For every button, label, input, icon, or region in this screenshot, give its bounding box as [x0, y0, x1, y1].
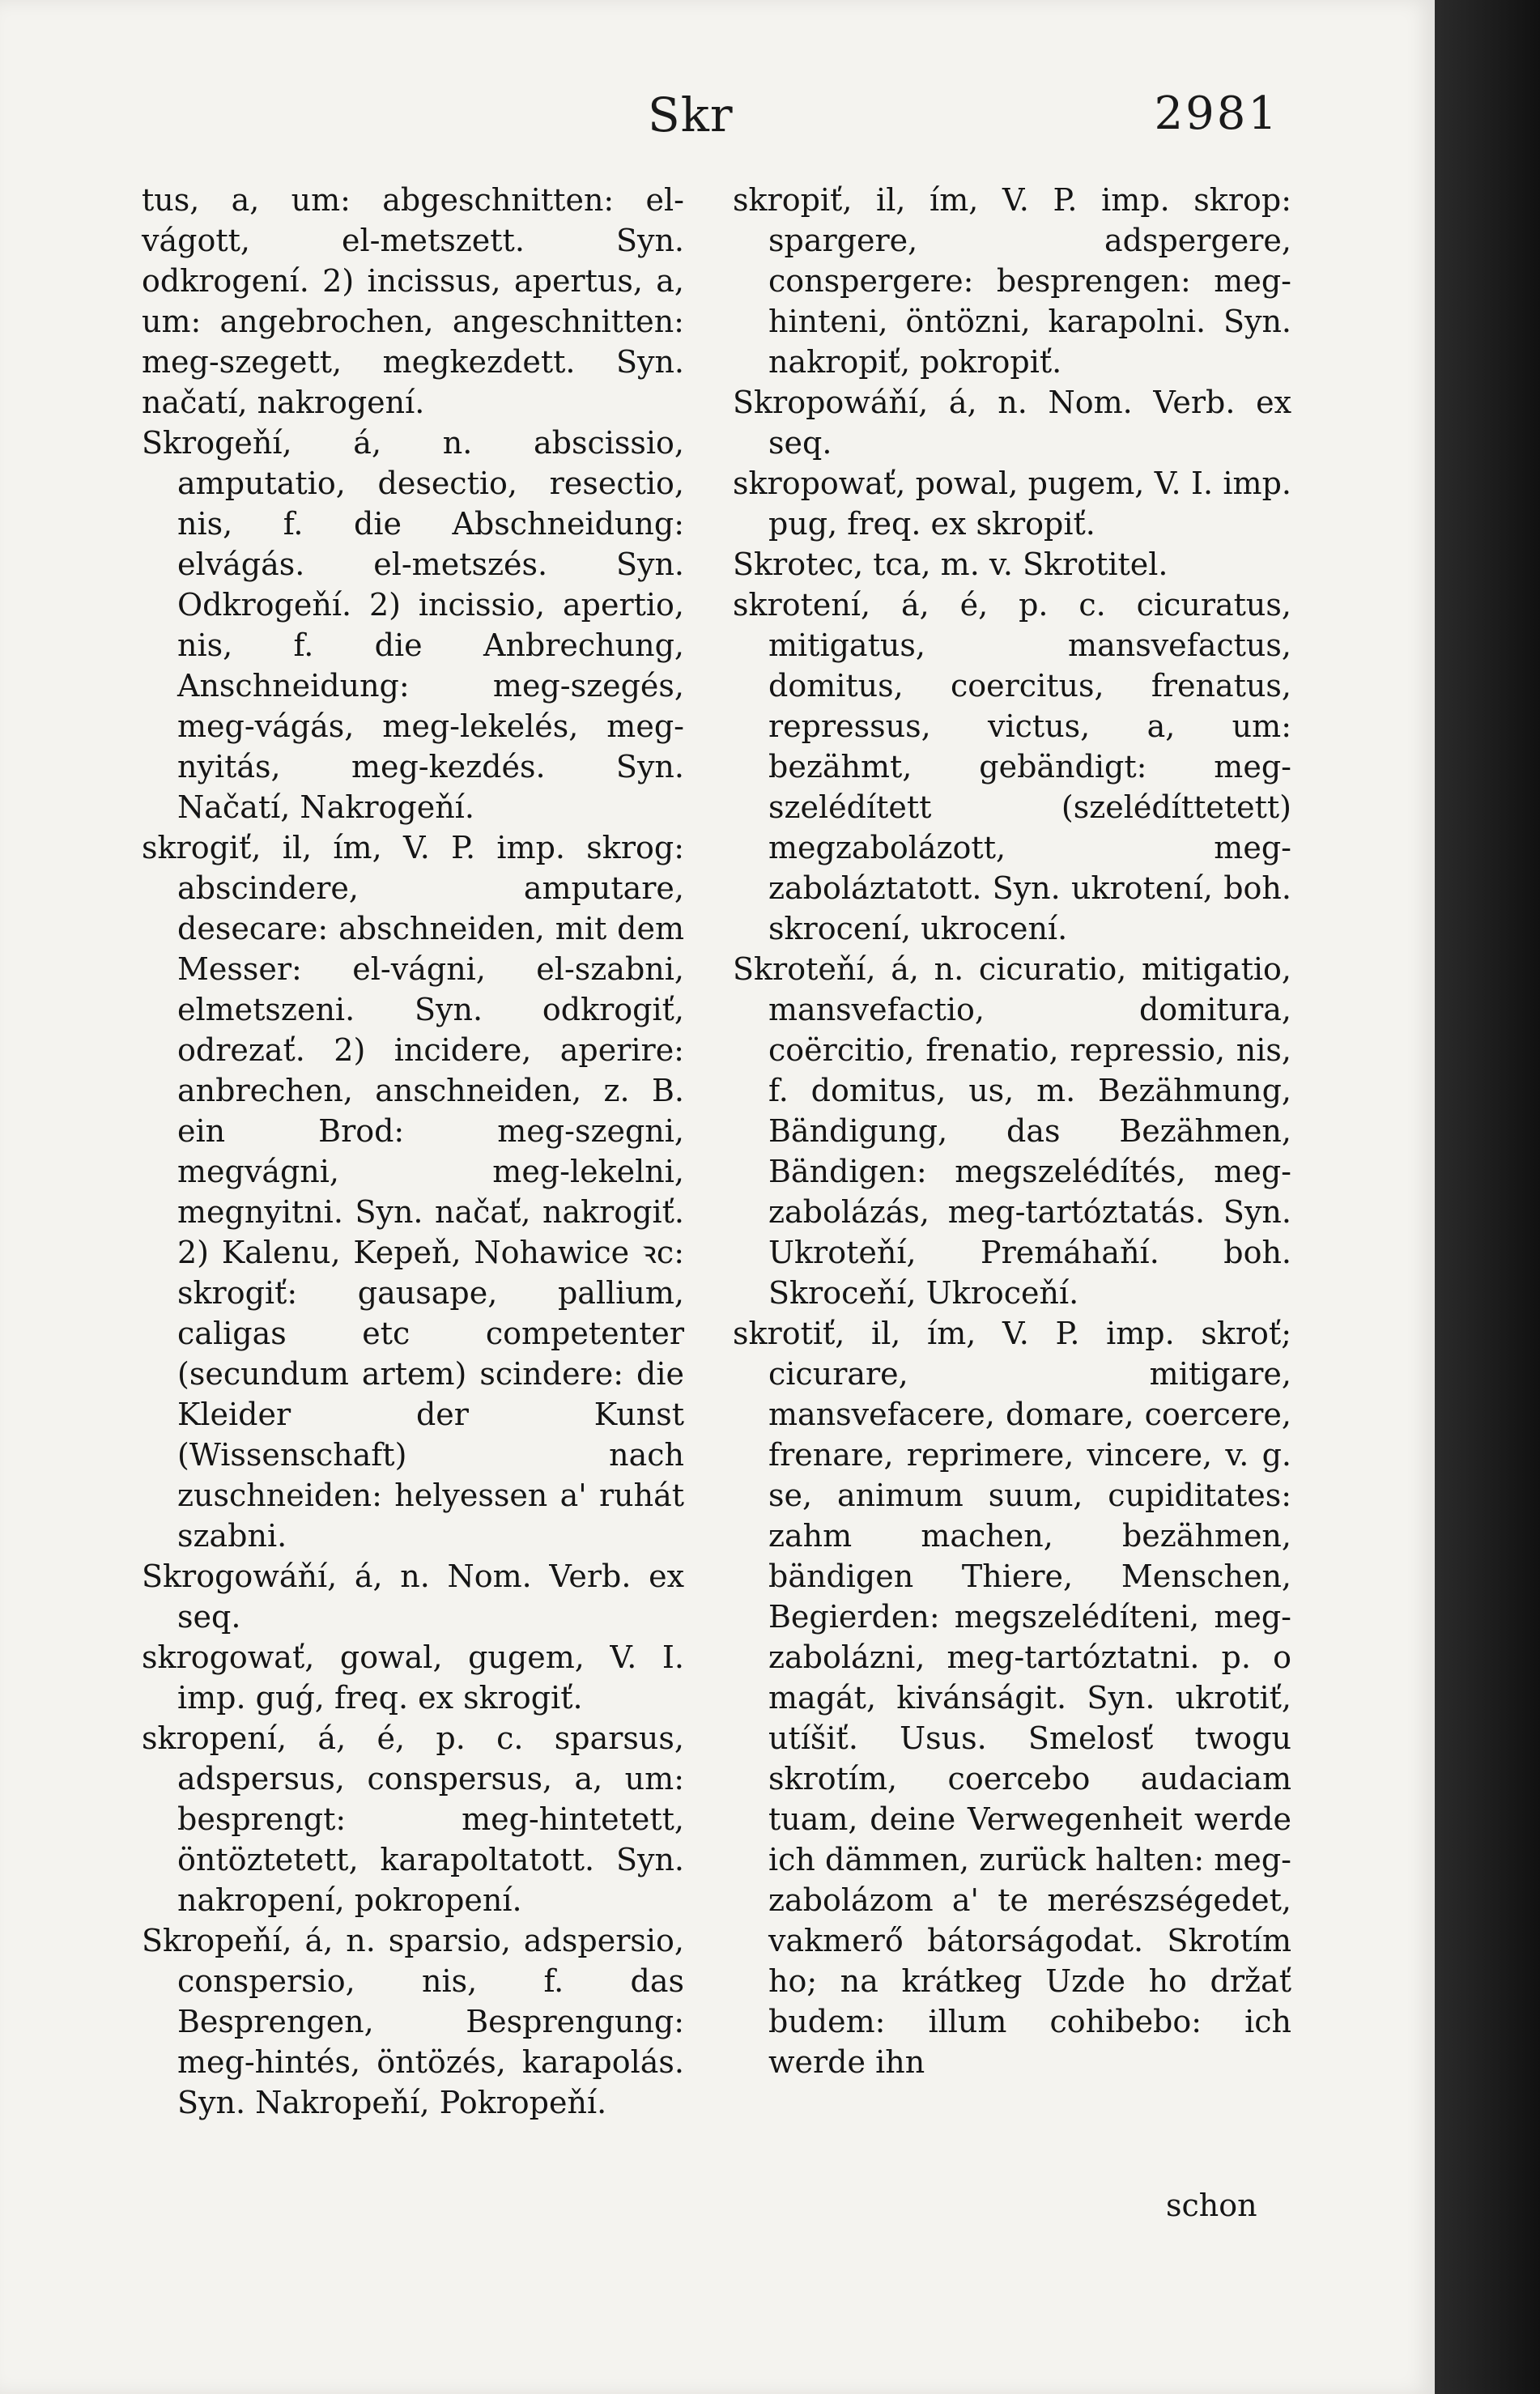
entry-skrogit: skrogiť, il, ím, V. P. imp. skrog: abscindere, amputare, desecare: abschneiden, mit dem Messer: el-vágni, el-szabni, elmetszeni. Syn. odkrogiť, odrezať. 2) incidere, aperire: anbrechen, anschneiden, z. B. ein Brod: meg-szegni, megvágni, meg-lekelni, megnyitni. Syn. načať, nakrogiť. 2) Kalenu, Kepeň, Nohawice ꝛc: skrogiť: gausape, pallium, caligas etc competenter (secundum artem) scindere: die Kleider der Kunst (Wissenschaft) nach zuschneiden: helyessen a' ruhát szabni.	[142, 830, 684, 1554]
catchword: schon	[1166, 2188, 1257, 2223]
entry-skrogowani: Skrogowáňí, á, n. Nom. Verb. ex seq.	[142, 1558, 684, 1635]
entry-skrotit: skrotiť, il, ím, V. P. imp. skroť; cicurare, mitigare, mansvefacere, domare, coercere, frenare, reprimere, vincere, v. g. se, animum suum, cupiditates: zahm machen, bezähmen, bändigen Thiere, Menschen, Begierden: megszelédíteni, meg-zabolázni, meg-tartóztatni. p. o magát, kivánságit. Syn. ukrotiť, utíšiť. Usus. Smelosť twogu skrotím, coercebo audaciam tuam, deine Verwegenheit werde ich dämmen, zurück halten: meg-zabolázom a' te merészségedet, vakmerő bátorságodat. Skrotím ho; na krátkeg Uzde ho držať budem: illum cohibebo: ich werde ihn	[733, 1316, 1291, 2080]
right-column	[733, 180, 1291, 2082]
entry-skropit: skropiť, il, ím, V. P. imp. skrop: spargere, adspergere, conspergere: besprengen: meg-hinteni, öntözni, karapolni. Syn. nakropiť, pokropiť.	[733, 182, 1291, 380]
entry-skropowani: Skropowáňí, á, n. Nom. Verb. ex seq.	[733, 385, 1291, 461]
book-edge-shadow	[1435, 0, 1540, 2394]
entry-skropeni-noun: Skropeňí, á, n. sparsio, adspersio, conspersio, nis, f. das Besprengen, Besprengung: meg-hintés, öntözés, karapolás. Syn. Nakropeňí, Pokropeňí.	[142, 1923, 684, 2120]
running-head: Skr	[648, 87, 734, 142]
entry-skrotec: Skrotec, tca, m. v. Skrotitel.	[733, 546, 1168, 582]
entry-skropeni-adj: skropení, á, é, p. c. sparsus, adspersus, conspersus, a, um: besprengt: meg-hintetett, öntöztetett, karapoltatott. Syn. nakropení, pokropení.	[142, 1720, 684, 1918]
left-column	[142, 180, 684, 2123]
entry-skrogeni: Skrogeňí, á, n. abscissio, amputatio, desectio, resectio, nis, f. die Abschneidung: elvágás. el-metszés. Syn. Odkrogeňí. 2) incissio, apertio, nis, f. die Anbrechung, Anschneidung: meg-szegés, meg-vágás, meg-lekelés, meg-nyitás, meg-kezdés. Syn. Načatí, Nakrogeňí.	[142, 425, 684, 825]
entry-skropowat: skropowať, powal, pugem, V. I. imp. pug, freq. ex skropiť.	[733, 466, 1291, 542]
entry-skroteni-adj: skrotení, á, é, p. c. cicuratus, mitigatus, mansvefactus, domitus, coercitus, frenatus, repressus, victus, a, um: bezähmt, gebändigt: meg-szelédített (szelédíttetett) megzabolázott, meg-zaboláztatott. Syn. ukrotení, boh. skrocení, ukrocení.	[733, 587, 1291, 946]
entry-continuation: tus, a, um: abgeschnitten: el-vágott, el-metszett. Syn. odkrogení. 2) incissus, apertus, a, um: angebrochen, angeschnitten: meg-szegett, megkezdett. Syn. načatí, nakrogení.	[142, 182, 684, 420]
entry-skroteni-noun: Skroteňí, á, n. cicuratio, mitigatio, mansvefactio, domitura, coërcitio, frenatio, repressio, nis, f. domitus, us, m. Bezähmung, Bändigung, das Bezähmen, Bändigen: megszelédítés, meg-zabolázás, meg-tartóztatás. Syn. Ukroteňí, Premáhaňí. boh. Skroceňí, Ukroceňí.	[733, 951, 1291, 1311]
page-number: 2981	[1154, 87, 1279, 140]
page-header	[146, 87, 1279, 144]
entry-skrogowat: skrogowať, gowal, gugem, V. I. imp. guǵ, freq. ex skrogiť.	[142, 1639, 684, 1716]
